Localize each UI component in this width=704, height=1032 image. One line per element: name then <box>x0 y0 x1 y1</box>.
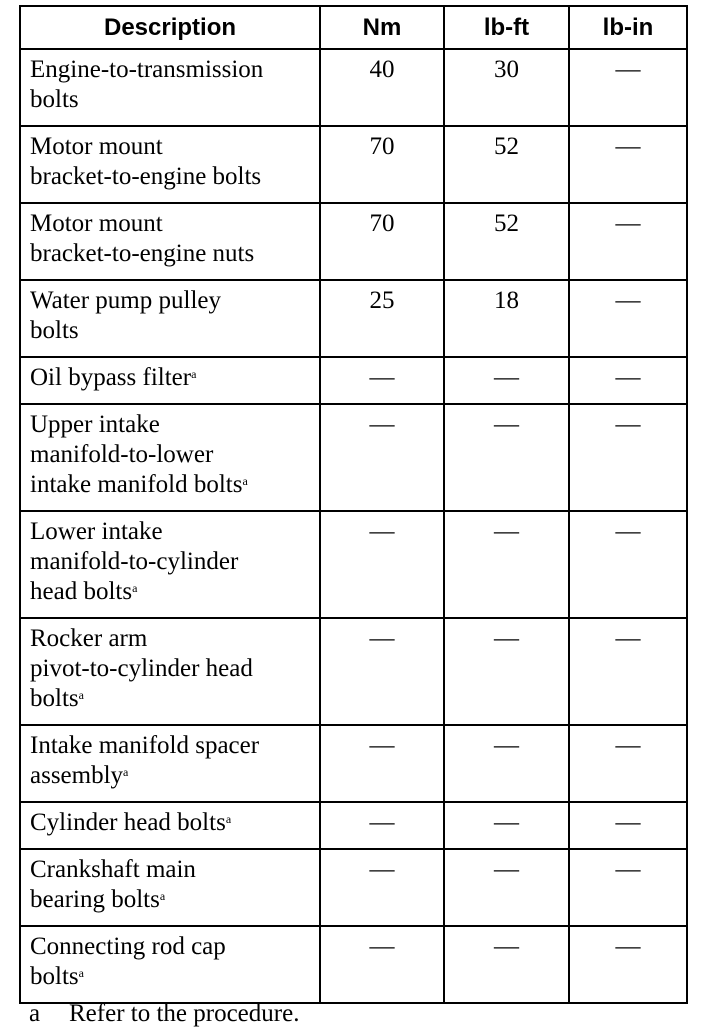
lbin-cell: — <box>569 511 687 618</box>
description-text: bolts <box>30 317 79 344</box>
description-cell <box>20 404 320 511</box>
description-text: bolts <box>30 963 79 990</box>
torque-spec-table <box>19 5 688 1004</box>
nm-cell: 25 <box>320 280 444 357</box>
table-row <box>20 618 687 725</box>
lbft-cell: — <box>444 802 569 849</box>
nm-cell: 70 <box>320 203 444 280</box>
lbin-cell: — <box>569 618 687 725</box>
description-text: Water pump pulley <box>30 287 221 314</box>
lbin-cell: — <box>569 404 687 511</box>
description-text: manifold-to-cylinder <box>30 548 239 575</box>
table-row <box>20 725 687 802</box>
description-cell <box>20 802 320 849</box>
footnote-reference: a <box>78 966 84 980</box>
description-text: bracket-to-engine bolts <box>30 163 262 190</box>
description-cell <box>20 926 320 1003</box>
description-text: Engine-to-transmission <box>30 56 264 83</box>
footnote-text: Refer to the procedure. <box>69 1000 300 1027</box>
lbin-cell: — <box>569 926 687 1003</box>
table-body <box>20 49 687 1003</box>
footnote-reference: a <box>225 812 232 826</box>
table-row <box>20 357 687 404</box>
description-text: Motor mount <box>30 133 163 160</box>
nm-cell: — <box>320 511 444 618</box>
lbft-cell: — <box>444 511 569 618</box>
description-cell <box>20 849 320 926</box>
header-lbin: lb-in <box>569 6 687 49</box>
footnote-reference: a <box>159 889 166 903</box>
lbin-cell: — <box>569 802 687 849</box>
nm-cell: 70 <box>320 126 444 203</box>
nm-cell: — <box>320 618 444 725</box>
table-row <box>20 511 687 618</box>
table-row <box>20 49 687 126</box>
nm-cell: 40 <box>320 49 444 126</box>
description-cell <box>20 618 320 725</box>
description-text: Upper intake <box>30 411 160 438</box>
table-row <box>20 203 687 280</box>
description-cell <box>20 280 320 357</box>
lbin-cell: — <box>569 280 687 357</box>
description-text: Lower intake <box>30 518 163 545</box>
lbft-cell: 52 <box>444 203 569 280</box>
table-row <box>20 404 687 511</box>
lbft-cell: — <box>444 404 569 511</box>
description-text: assembly <box>30 762 124 789</box>
table-header-row <box>20 6 687 49</box>
lbin-cell: — <box>569 49 687 126</box>
lbin-cell: — <box>569 849 687 926</box>
description-text: Connecting rod cap <box>30 933 226 960</box>
description-cell <box>20 357 320 404</box>
description-cell <box>20 126 320 203</box>
lbin-cell: — <box>569 725 687 802</box>
description-text: head bolts <box>30 578 133 605</box>
description-text: Rocker arm <box>30 625 148 652</box>
footnote-reference: a <box>242 474 248 488</box>
lbft-cell: — <box>444 926 569 1003</box>
lbin-cell: — <box>569 126 687 203</box>
lbft-cell: — <box>444 849 569 926</box>
description-cell <box>20 203 320 280</box>
table-row <box>20 926 687 1003</box>
footnote-mark: a <box>29 1000 41 1027</box>
lbft-cell: — <box>444 357 569 404</box>
lbft-cell: 52 <box>444 126 569 203</box>
nm-cell: — <box>320 926 444 1003</box>
description-text: bearing bolts <box>30 886 160 913</box>
lbft-cell: 18 <box>444 280 569 357</box>
description-cell <box>20 725 320 802</box>
lbft-cell: 30 <box>444 49 569 126</box>
description-text: manifold-to-lower <box>30 441 214 468</box>
description-cell <box>20 49 320 126</box>
footnote-reference: a <box>191 367 197 381</box>
header-description: Description <box>20 6 320 49</box>
header-lbft: lb-ft <box>444 6 569 49</box>
nm-cell: — <box>320 404 444 511</box>
description-text: Motor mount <box>30 210 163 237</box>
table-row <box>20 126 687 203</box>
lbft-cell: — <box>444 618 569 725</box>
lbft-cell: — <box>444 725 569 802</box>
description-cell <box>20 511 320 618</box>
nm-cell: — <box>320 802 444 849</box>
description-text: bolts <box>30 86 79 113</box>
description-text: bracket-to-engine nuts <box>30 240 255 267</box>
footnote <box>29 999 299 1029</box>
footnote-reference: a <box>78 688 84 702</box>
description-text: Intake manifold spacer <box>30 732 260 759</box>
description-text: Cylinder head bolts <box>30 809 226 836</box>
nm-cell: — <box>320 849 444 926</box>
description-text: pivot-to-cylinder head <box>30 655 253 682</box>
lbin-cell: — <box>569 357 687 404</box>
description-text: intake manifold bolts <box>30 471 243 498</box>
nm-cell: — <box>320 725 444 802</box>
table-row <box>20 280 687 357</box>
header-nm: Nm <box>320 6 444 49</box>
lbin-cell: — <box>569 203 687 280</box>
description-text: Crankshaft main <box>30 856 196 883</box>
description-text: Oil bypass filter <box>30 364 192 391</box>
table-row <box>20 849 687 926</box>
description-text: bolts <box>30 685 79 712</box>
table-row <box>20 802 687 849</box>
footnote-reference: a <box>123 765 129 779</box>
nm-cell: — <box>320 357 444 404</box>
footnote-reference: a <box>132 581 138 595</box>
